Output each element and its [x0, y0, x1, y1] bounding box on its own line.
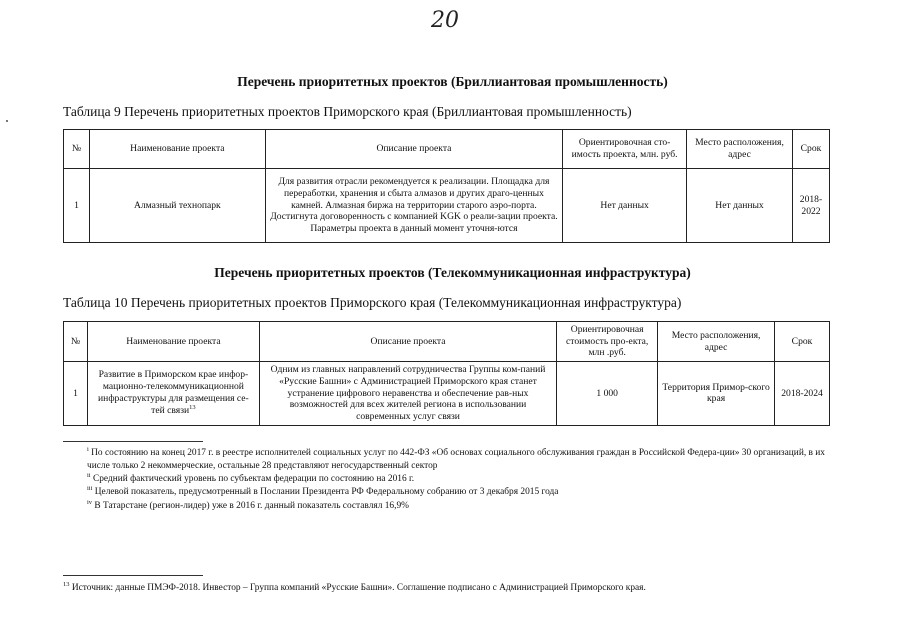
- cell-description: Одним из главных направлений сотрудничества Группы ком-паний «Русские Башни» с Администрацией Приморского края станет устранение цифрового неравенства и обеспечение рав-ных возможностей для всех жителей региона в использовании современных услуг связи: [259, 362, 556, 426]
- header-num: №: [64, 322, 88, 362]
- cell-location: Нет данных: [687, 169, 793, 243]
- table-header-row: [64, 130, 830, 169]
- cell-term: 2018-2024: [775, 362, 830, 426]
- header-location: Место расположения, адрес: [687, 130, 793, 169]
- cell-description: Для развития отрасли рекомендуется к реализации. Площадка для переработки, хранения и сбыта алмазов и других драго-ценных камней. Алмазная биржа на территории старого аэро-порта. Достигнута договоренность с компанией KGK о реали-зации проекта. Параметры проекта в данный момент уточня-ются: [265, 169, 562, 243]
- footnote-2: [63, 472, 838, 486]
- table-row: [64, 362, 830, 426]
- footnote-text: Источник: данные ПМЭФ-2018. Инвестор – Группа компаний «Русские Башни». Соглашение подписано с Администрацией Приморского края.: [71, 583, 646, 594]
- footnote-mark: iii: [87, 485, 93, 493]
- table-9: [63, 129, 830, 243]
- table-10: [63, 321, 830, 426]
- header-name: Наименование проекта: [89, 130, 265, 169]
- header-name: Наименование проекта: [87, 322, 259, 362]
- page-number: 20: [431, 8, 459, 33]
- footnote-mark: 13: [63, 581, 70, 588]
- footnote-4: [63, 499, 838, 513]
- footnote-mark: ii: [87, 471, 91, 479]
- cell-num: 1: [64, 362, 88, 426]
- header-term: Срок: [775, 322, 830, 362]
- header-cost: Ориентировочная стоимость про-екта, млн .руб.: [557, 322, 658, 362]
- footnote-separator-bottom: [63, 575, 203, 576]
- footnote-ref-13: 13: [189, 404, 196, 412]
- section-title-telecom: Перечень приоритетных проектов (Телекоммуникационная инфраструктура): [214, 265, 691, 280]
- header-num: №: [64, 130, 90, 169]
- footnote-1: [63, 446, 838, 472]
- header-term: Срок: [792, 130, 829, 169]
- cell-name: [87, 362, 259, 426]
- footnote-text: В Татарстане (регион-лидер) уже в 2016 г. данный показатель составлял 16,9%: [94, 501, 409, 512]
- table-caption-9: Таблица 9 Перечень приоритетных проектов Приморского края (Бриллиантовая промышленность): [63, 104, 632, 119]
- footnote-mark: iv: [87, 499, 93, 506]
- table-caption-10: Таблица 10 Перечень приоритетных проектов Приморского края (Телекоммуникационная инфраструктура): [63, 295, 682, 310]
- cell-name-text: Развитие в Приморском крае инфор-мационно-телекоммуникационной инфраструктуры для размещения се-тей связи: [98, 369, 249, 417]
- footnote-separator: [63, 441, 203, 442]
- cell-term: 2018-2022: [792, 169, 829, 243]
- header-description: Описание проекта: [259, 322, 556, 362]
- cell-cost: 1 000: [557, 362, 658, 426]
- footnote-3: [63, 485, 838, 499]
- footnote-mark: i: [87, 446, 89, 453]
- footnote-text: По состоянию на конец 2017 г. в реестре исполнителей социальных услуг по 442-ФЗ «Об основах социального обслуживания граждан в Российской Федера-ции» 30 организаций, в их числе только 2 некоммерческие, остальные 28 представляют негосударственный сектор: [87, 448, 825, 471]
- table-row: [64, 169, 830, 243]
- header-cost: Ориентировочная сто-имость проекта, млн. руб.: [563, 130, 687, 169]
- header-description: Описание проекта: [265, 130, 562, 169]
- footnote-text: Средний фактический уровень по субъектам федерации по состоянию на 2016 г.: [92, 474, 415, 485]
- footnotes: [63, 446, 838, 513]
- footnote-text: Целевой показатель, предусмотренный в Послании Президента РФ Федеральному собранию от 3 декабря 2015 года: [94, 487, 559, 498]
- table-header-row: [64, 322, 830, 362]
- cell-cost: Нет данных: [563, 169, 687, 243]
- cell-name: Алмазный технопарк: [89, 169, 265, 243]
- section-title-diamond: Перечень приоритетных проектов (Бриллиантовая промышленность): [237, 74, 668, 89]
- source-footnote: [63, 581, 843, 593]
- header-location: Место расположения, адрес: [658, 322, 775, 362]
- cell-location: Территория Примор-ского края: [658, 362, 775, 426]
- margin-mark: [6, 120, 8, 122]
- cell-num: 1: [64, 169, 90, 243]
